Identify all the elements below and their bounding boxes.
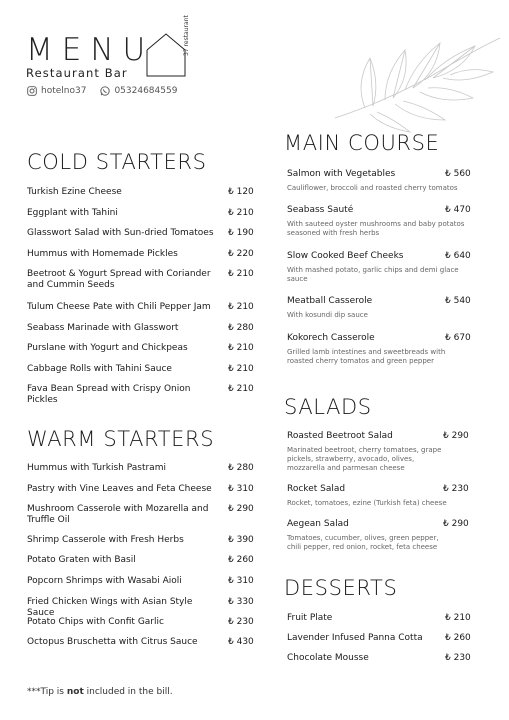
menu-subtitle: Restaurant Bar: [26, 66, 128, 80]
menu-item-price: ₺ 210: [228, 208, 254, 218]
menu-item-name: Mushroom Casserole with Mozarella and Truffle Oil: [27, 504, 209, 525]
salads-title: SALADS: [284, 395, 372, 419]
menu-item-price: ₺ 290: [443, 431, 469, 441]
menu-item-price: ₺ 290: [443, 519, 469, 529]
menu-item-name: Octopus Bruschetta with Citrus Sauce: [27, 637, 198, 647]
instagram-handle: hotelno37: [41, 86, 87, 96]
menu-item-price: ₺ 670: [445, 333, 471, 343]
menu-item-name: Turkish Ezine Cheese: [27, 187, 122, 197]
menu-item-name: Kokorech Casserole: [287, 333, 375, 343]
menu-item-name: Fava Bean Spread with Crispy Onion Pickles: [27, 384, 191, 405]
menu-item-price: ₺ 560: [445, 169, 471, 179]
menu-item-name: Fried Chicken Wings with Asian Style Sauce: [27, 597, 193, 618]
menu-item-price: ₺ 260: [445, 633, 471, 643]
menu-item-name: Hummus with Turkish Pastrami: [27, 463, 166, 473]
menu-item-price: ₺ 260: [228, 555, 254, 565]
menu-item-price: ₺ 280: [228, 463, 254, 473]
menu-item-price: ₺ 470: [445, 205, 471, 215]
menu-item-price: ₺ 280: [228, 323, 254, 333]
menu-item-description: With mashed potato, garlic chips and demi glace sauce: [287, 266, 459, 283]
instagram-icon: [27, 86, 37, 96]
menu-item-price: ₺ 290: [228, 504, 254, 514]
menu-item-name: Tulum Cheese Pate with Chili Pepper Jam: [27, 302, 211, 312]
menu-item-price: ₺ 210: [228, 343, 254, 353]
menu-item-price: ₺ 210: [228, 384, 254, 394]
tip-note-prefix: ***Tip is: [27, 687, 67, 697]
menu-item-description: Cauliflower, broccoli and roasted cherry tomatos: [287, 184, 458, 192]
menu-item-price: ₺ 310: [228, 576, 254, 586]
menu-item-name: Meatball Casserole: [287, 296, 373, 306]
menu-item-price: ₺ 210: [228, 364, 254, 374]
tip-note: [27, 687, 173, 697]
phone-contact[interactable]: [100, 86, 177, 96]
menu-item-price: ₺ 190: [228, 228, 254, 238]
menu-item-name: Cabbage Rolls with Tahini Sauce: [27, 364, 172, 374]
whatsapp-icon: [100, 86, 110, 96]
menu-item-price: ₺ 640: [445, 251, 471, 261]
menu-item-price: ₺ 390: [228, 535, 254, 545]
menu-item-name: Purslane with Yogurt and Chickpeas: [27, 343, 188, 353]
main-course-title: MAIN COURSE: [284, 131, 440, 155]
menu-item-name: Fruit Plate: [287, 613, 333, 623]
menu-item-description: Marinated beetroot, cherry tomatoes, grape pickels, strawberry, avocado, olives, mozzarella and parmesan cheese: [287, 446, 442, 472]
menu-item-description: Rocket, tomatoes, ezine (Turkish feta) cheese: [287, 499, 447, 507]
menu-item-name: Seabass Sauté: [287, 205, 354, 215]
menu-item-price: ₺ 330: [228, 597, 254, 607]
contact-row: [27, 86, 177, 96]
menu-item-name: Chocolate Mousse: [287, 653, 369, 663]
menu-title: MENU: [26, 32, 155, 68]
menu-item-price: ₺ 430: [228, 637, 254, 647]
desserts-title: DESSERTS: [284, 576, 398, 600]
cold-starters-title: COLD STARTERS: [27, 150, 207, 174]
menu-item-name: Roasted Beetroot Salad: [287, 431, 393, 441]
menu-item-name: Pastry with Vine Leaves and Feta Cheese: [27, 484, 212, 494]
menu-item-name: Slow Cooked Beef Cheeks: [287, 251, 404, 261]
menu-item-price: ₺ 210: [445, 613, 471, 623]
menu-item-price: ₺ 230: [443, 484, 469, 494]
warm-starters-title: WARM STARTERS: [27, 427, 215, 451]
instagram-contact[interactable]: [27, 86, 86, 96]
menu-item-name: Potato Chips with Confit Garlic: [27, 617, 164, 627]
menu-item-price: ₺ 540: [445, 296, 471, 306]
tip-note-suffix: included in the bill.: [83, 687, 173, 697]
menu-item-name: Eggplant with Tahini: [27, 208, 118, 218]
menu-item-description: With sauteed oyster mushrooms and baby potatos seasoned with fresh herbs: [287, 220, 465, 237]
menu-item-description: With kosundi dip sauce: [287, 311, 368, 319]
phone-number: 05324684559: [114, 86, 178, 96]
menu-item-name: Salmon with Vegetables: [287, 169, 396, 179]
menu-item-name: Shrimp Casserole with Fresh Herbs: [27, 535, 184, 545]
menu-item-description: Tomatoes, cucumber, olives, green pepper, chili pepper, red onion, rocket, feta cheese: [287, 534, 439, 551]
menu-item-price: ₺ 210: [228, 302, 254, 312]
menu-item-name: Aegean Salad: [287, 519, 349, 529]
menu-item-price: ₺ 210: [228, 269, 254, 279]
house-logo-icon: [145, 32, 187, 78]
tip-note-bold: not: [66, 687, 84, 697]
menu-item-name: Lavender Infused Panna Cotta: [287, 633, 423, 643]
menu-item-price: ₺ 230: [228, 617, 254, 627]
menu-item-price: ₺ 230: [445, 653, 471, 663]
menu-item-name: Hummus with Homemade Pickles: [27, 249, 178, 259]
menu-item-name: Seabass Marinade with Glasswort: [27, 323, 179, 333]
menu-item-name: Popcorn Shrimps with Wasabi Aioli: [27, 576, 182, 586]
menu-item-description: Grilled lamb intestines and sweetbreads with roasted cherry tomatos and green pepper: [287, 348, 446, 365]
menu-item-price: ₺ 220: [228, 249, 254, 259]
menu-header: [26, 33, 154, 80]
leaf-illustration: [325, 28, 505, 138]
menu-item-price: ₺ 120: [228, 187, 254, 197]
menu-item-name: Beetroot & Yogurt Spread with Coriander and Cummin Seeds: [27, 269, 211, 290]
menu-item-name: Potato Graten with Basil: [27, 555, 136, 565]
menu-item-price: ₺ 310: [228, 484, 254, 494]
menu-item-name: Rocket Salad: [287, 484, 346, 494]
menu-item-name: Glasswort Salad with Sun-dried Tomatoes: [27, 228, 214, 238]
logo-text: 37 restaurant: [183, 15, 190, 56]
